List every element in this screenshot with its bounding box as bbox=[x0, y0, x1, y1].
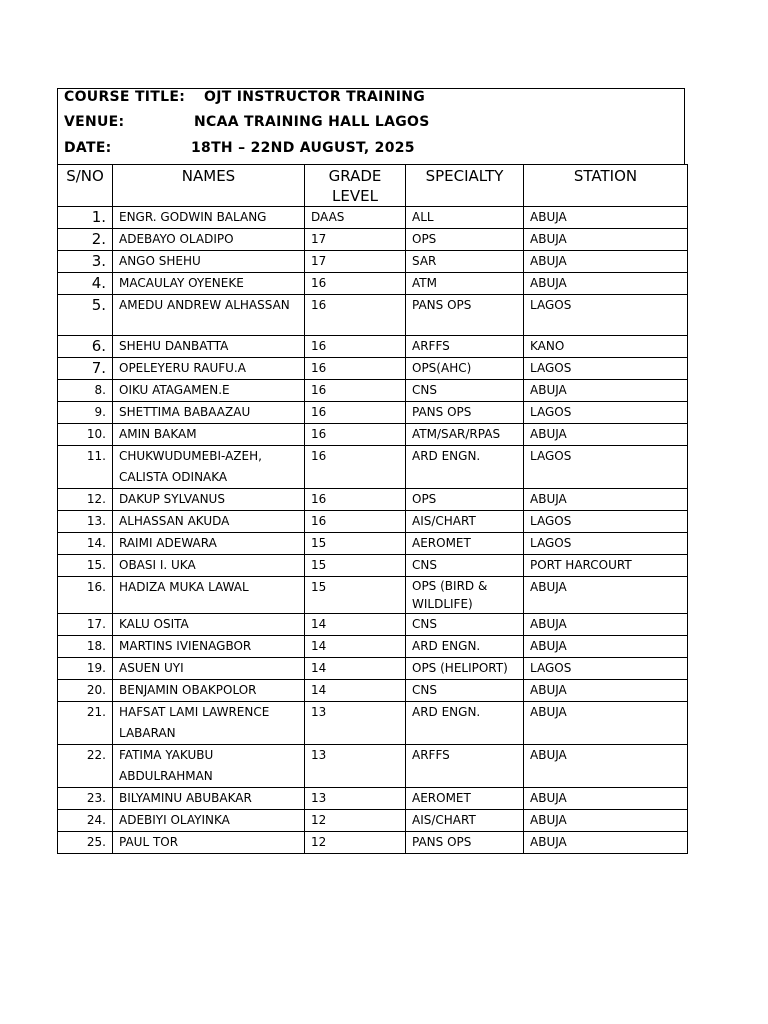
cell-name: OIKU ATAGAMEN.E bbox=[113, 380, 305, 402]
cell-name: HADIZA MUKA LAWAL bbox=[113, 577, 305, 614]
cell-sno: 14. bbox=[58, 533, 113, 555]
cell-name: ADEBAYO OLADIPO bbox=[113, 229, 305, 251]
table-row bbox=[58, 680, 688, 702]
cell-grade-level: 12 bbox=[305, 832, 406, 854]
cell-sno: 2. bbox=[58, 229, 113, 251]
cell-name: FATIMA YAKUBU ABDULRAHMAN bbox=[113, 745, 305, 788]
cell-grade-level: 16 bbox=[305, 489, 406, 511]
cell-grade-level: 12 bbox=[305, 810, 406, 832]
cell-grade-level: 14 bbox=[305, 614, 406, 636]
cell-specialty: ATM bbox=[406, 273, 524, 295]
cell-station: ABUJA bbox=[524, 810, 688, 832]
cell-name: SHETTIMA BABAAZAU bbox=[113, 402, 305, 424]
column-header-station: STATION bbox=[524, 165, 688, 207]
cell-grade-level: 16 bbox=[305, 446, 406, 489]
cell-name: AMIN BAKAM bbox=[113, 424, 305, 446]
cell-name: CHUKWUDUMEBI-AZEH, CALISTA ODINAKA bbox=[113, 446, 305, 489]
cell-name: ENGR. GODWIN BALANG bbox=[113, 207, 305, 229]
column-header-grade-level: GRADE LEVEL bbox=[305, 165, 406, 207]
cell-station: ABUJA bbox=[524, 680, 688, 702]
cell-station: ABUJA bbox=[524, 577, 688, 614]
cell-specialty: CNS bbox=[406, 680, 524, 702]
table-row bbox=[58, 810, 688, 832]
cell-grade-level: 16 bbox=[305, 424, 406, 446]
cell-sno: 10. bbox=[58, 424, 113, 446]
cell-specialty: AEROMET bbox=[406, 788, 524, 810]
date-value: 18TH – 22ND AUGUST, 2025 bbox=[191, 140, 415, 156]
cell-station: ABUJA bbox=[524, 745, 688, 788]
cell-specialty: OPS(AHC) bbox=[406, 358, 524, 380]
column-header-names: NAMES bbox=[113, 165, 305, 207]
date-line bbox=[64, 140, 415, 156]
cell-specialty: AIS/CHART bbox=[406, 511, 524, 533]
cell-name: OBASI I. UKA bbox=[113, 555, 305, 577]
cell-specialty: OPS (HELIPORT) bbox=[406, 658, 524, 680]
course-title-label: COURSE TITLE: bbox=[64, 89, 186, 105]
table-row bbox=[58, 251, 688, 273]
column-header-sno: S/NO bbox=[58, 165, 113, 207]
venue-value: NCAA TRAINING HALL LAGOS bbox=[194, 114, 430, 130]
table-row bbox=[58, 358, 688, 380]
cell-grade-level: 15 bbox=[305, 533, 406, 555]
cell-grade-level: 13 bbox=[305, 745, 406, 788]
cell-grade-level: 16 bbox=[305, 295, 406, 336]
cell-sno: 6. bbox=[58, 336, 113, 358]
cell-sno: 21. bbox=[58, 702, 113, 745]
cell-sno: 23. bbox=[58, 788, 113, 810]
date-label: DATE: bbox=[64, 140, 112, 156]
cell-sno: 7. bbox=[58, 358, 113, 380]
cell-sno: 24. bbox=[58, 810, 113, 832]
cell-specialty: PANS OPS bbox=[406, 402, 524, 424]
cell-sno: 9. bbox=[58, 402, 113, 424]
cell-station: KANO bbox=[524, 336, 688, 358]
cell-name: MARTINS IVIENAGBOR bbox=[113, 636, 305, 658]
column-header-specialty: SPECIALTY bbox=[406, 165, 524, 207]
cell-sno: 8. bbox=[58, 380, 113, 402]
table-row bbox=[58, 336, 688, 358]
cell-sno: 15. bbox=[58, 555, 113, 577]
table-row bbox=[58, 380, 688, 402]
cell-grade-level: 14 bbox=[305, 680, 406, 702]
cell-station: ABUJA bbox=[524, 636, 688, 658]
cell-name: ASUEN UYI bbox=[113, 658, 305, 680]
cell-station: ABUJA bbox=[524, 273, 688, 295]
table-row bbox=[58, 533, 688, 555]
cell-station: ABUJA bbox=[524, 788, 688, 810]
table-row bbox=[58, 489, 688, 511]
table-body bbox=[58, 207, 688, 854]
table-row bbox=[58, 788, 688, 810]
cell-sno: 22. bbox=[58, 745, 113, 788]
cell-station: ABUJA bbox=[524, 614, 688, 636]
cell-grade-level: DAAS bbox=[305, 207, 406, 229]
cell-grade-level: 14 bbox=[305, 636, 406, 658]
cell-specialty: ARFFS bbox=[406, 336, 524, 358]
cell-grade-level: 16 bbox=[305, 358, 406, 380]
cell-sno: 25. bbox=[58, 832, 113, 854]
cell-name: BILYAMINU ABUBAKAR bbox=[113, 788, 305, 810]
table-row bbox=[58, 424, 688, 446]
cell-specialty: SAR bbox=[406, 251, 524, 273]
cell-station: LAGOS bbox=[524, 446, 688, 489]
cell-specialty: PANS OPS bbox=[406, 295, 524, 336]
cell-station: PORT HARCOURT bbox=[524, 555, 688, 577]
cell-specialty: ARD ENGN. bbox=[406, 446, 524, 489]
cell-specialty: CNS bbox=[406, 555, 524, 577]
cell-grade-level: 16 bbox=[305, 402, 406, 424]
cell-grade-level: 17 bbox=[305, 251, 406, 273]
cell-specialty: ATM/SAR/RPAS bbox=[406, 424, 524, 446]
cell-specialty: ALL bbox=[406, 207, 524, 229]
cell-sno: 13. bbox=[58, 511, 113, 533]
cell-specialty: CNS bbox=[406, 380, 524, 402]
cell-name: HAFSAT LAMI LAWRENCE LABARAN bbox=[113, 702, 305, 745]
cell-station: ABUJA bbox=[524, 380, 688, 402]
table-row bbox=[58, 273, 688, 295]
cell-grade-level: 13 bbox=[305, 788, 406, 810]
cell-name: AMEDU ANDREW ALHASSAN bbox=[113, 295, 305, 336]
table-row bbox=[58, 511, 688, 533]
table-row bbox=[58, 745, 688, 788]
table-header-row bbox=[58, 165, 688, 207]
cell-sno: 1. bbox=[58, 207, 113, 229]
participants-table bbox=[57, 164, 688, 854]
cell-name: ALHASSAN AKUDA bbox=[113, 511, 305, 533]
cell-specialty: ARD ENGN. bbox=[406, 702, 524, 745]
cell-station: ABUJA bbox=[524, 489, 688, 511]
cell-name: ADEBIYI OLAYINKA bbox=[113, 810, 305, 832]
cell-grade-level: 14 bbox=[305, 658, 406, 680]
cell-station: ABUJA bbox=[524, 702, 688, 745]
cell-station: ABUJA bbox=[524, 832, 688, 854]
table-row bbox=[58, 614, 688, 636]
table-row bbox=[58, 446, 688, 489]
cell-specialty: AIS/CHART bbox=[406, 810, 524, 832]
cell-grade-level: 16 bbox=[305, 511, 406, 533]
cell-specialty: ARFFS bbox=[406, 745, 524, 788]
cell-sno: 11. bbox=[58, 446, 113, 489]
cell-station: LAGOS bbox=[524, 533, 688, 555]
cell-grade-level: 13 bbox=[305, 702, 406, 745]
cell-specialty: PANS OPS bbox=[406, 832, 524, 854]
cell-sno: 18. bbox=[58, 636, 113, 658]
table-row bbox=[58, 555, 688, 577]
cell-station: LAGOS bbox=[524, 511, 688, 533]
cell-station: ABUJA bbox=[524, 207, 688, 229]
table-row bbox=[58, 295, 688, 336]
cell-specialty: OPS bbox=[406, 229, 524, 251]
table-row bbox=[58, 207, 688, 229]
cell-sno: 5. bbox=[58, 295, 113, 336]
cell-name: OPELEYERU RAUFU.A bbox=[113, 358, 305, 380]
table-row bbox=[58, 832, 688, 854]
course-title-line bbox=[64, 89, 426, 105]
cell-sno: 20. bbox=[58, 680, 113, 702]
cell-sno: 19. bbox=[58, 658, 113, 680]
cell-name: MACAULAY OYENEKE bbox=[113, 273, 305, 295]
cell-grade-level: 17 bbox=[305, 229, 406, 251]
cell-station: ABUJA bbox=[524, 229, 688, 251]
course-info-header bbox=[57, 88, 685, 164]
cell-specialty: AEROMET bbox=[406, 533, 524, 555]
cell-station: ABUJA bbox=[524, 424, 688, 446]
cell-station: ABUJA bbox=[524, 251, 688, 273]
cell-name: BENJAMIN OBAKPOLOR bbox=[113, 680, 305, 702]
cell-specialty: OPS bbox=[406, 489, 524, 511]
cell-grade-level: 16 bbox=[305, 336, 406, 358]
cell-name: ANGO SHEHU bbox=[113, 251, 305, 273]
cell-grade-level: 16 bbox=[305, 380, 406, 402]
cell-name: RAIMI ADEWARA bbox=[113, 533, 305, 555]
cell-station: LAGOS bbox=[524, 658, 688, 680]
table-row bbox=[58, 658, 688, 680]
cell-grade-level: 15 bbox=[305, 555, 406, 577]
cell-station: LAGOS bbox=[524, 402, 688, 424]
cell-sno: 3. bbox=[58, 251, 113, 273]
cell-specialty: ARD ENGN. bbox=[406, 636, 524, 658]
cell-sno: 16. bbox=[58, 577, 113, 614]
cell-grade-level: 15 bbox=[305, 577, 406, 614]
cell-name: PAUL TOR bbox=[113, 832, 305, 854]
table-row bbox=[58, 636, 688, 658]
cell-sno: 4. bbox=[58, 273, 113, 295]
venue-label: VENUE: bbox=[64, 114, 125, 130]
cell-station: LAGOS bbox=[524, 295, 688, 336]
cell-name: KALU OSITA bbox=[113, 614, 305, 636]
cell-sno: 12. bbox=[58, 489, 113, 511]
cell-station: LAGOS bbox=[524, 358, 688, 380]
cell-specialty: CNS bbox=[406, 614, 524, 636]
cell-grade-level: 16 bbox=[305, 273, 406, 295]
cell-name: SHEHU DANBATTA bbox=[113, 336, 305, 358]
course-title-value: OJT INSTRUCTOR TRAINING bbox=[204, 89, 426, 105]
table-row bbox=[58, 577, 688, 614]
table-row bbox=[58, 702, 688, 745]
table-row bbox=[58, 229, 688, 251]
cell-sno: 17. bbox=[58, 614, 113, 636]
table-row bbox=[58, 402, 688, 424]
cell-name: DAKUP SYLVANUS bbox=[113, 489, 305, 511]
venue-line bbox=[64, 114, 430, 130]
cell-specialty: OPS (BIRD & WILDLIFE) bbox=[406, 577, 524, 614]
